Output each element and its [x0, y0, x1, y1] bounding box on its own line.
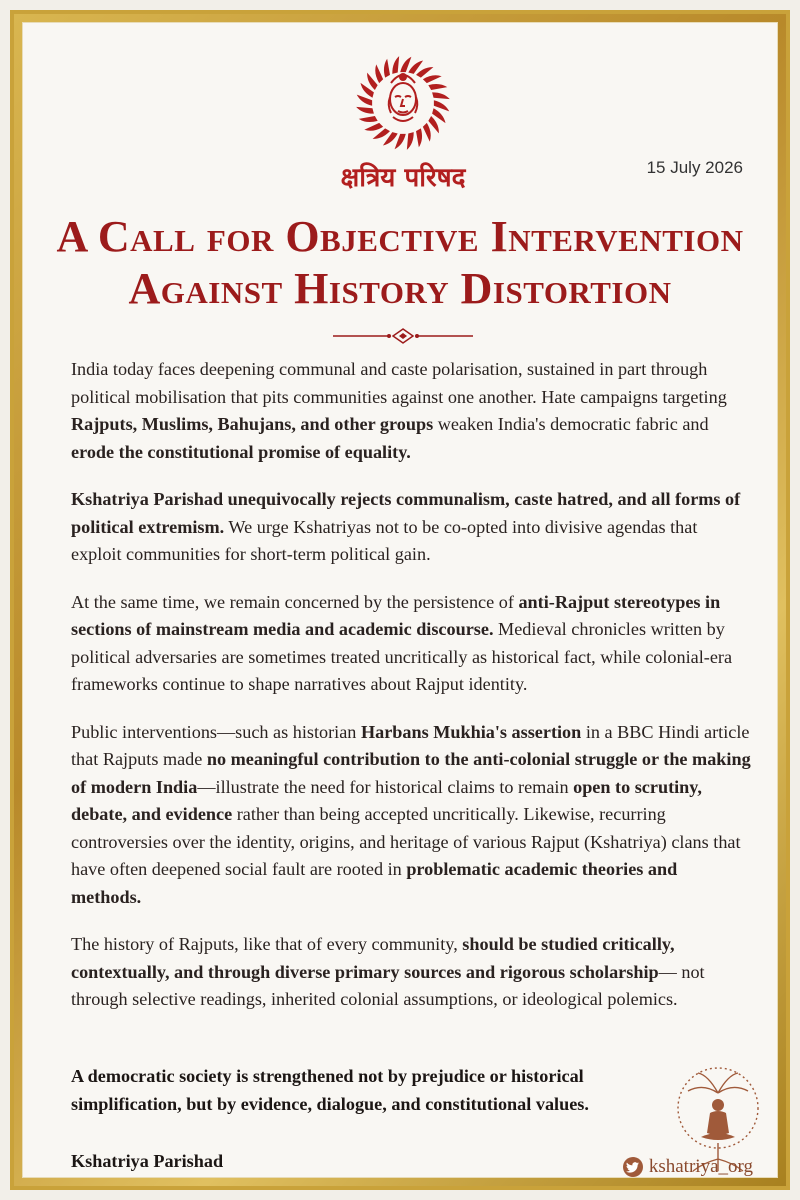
social-handle[interactable] [623, 1156, 753, 1178]
closing-statement: A democratic society is strengthened not by prejudice or historical simplification, but by evidence, dialogue, and constitutional values. [71, 1066, 589, 1114]
signature: Kshatriya Parishad [71, 1151, 224, 1171]
emphasis-text: should be studied critically, contextually, and through diverse primary sources and rigorous scholarship [71, 934, 675, 982]
emphasis-text: anti-Rajput stereotypes in sections of mainstream media and academic discourse. [71, 591, 721, 639]
emphasis-text: Rajputs, Muslims, Bahujans, and other groups [71, 414, 434, 434]
twitter-icon [623, 1157, 643, 1177]
paragraph-text: in a BBC Hindi article that Rajputs made [71, 721, 750, 769]
twitter-handle[interactable]: kshatriya_org [648, 1156, 753, 1177]
emphasis-text: erode the constitutional promise of equality. [71, 441, 411, 462]
paragraph [71, 589, 751, 699]
paragraph-text: rather than being accepted uncritically. Likewise, recurring controversies over the identity, origins, and heritage of various Rajput (Kshatriya) clans that have often deepened social fault are rooted in [71, 804, 741, 879]
emphasis-text: no meaningful contribution to the anti-colonial struggle or the making of modern India [71, 749, 751, 797]
paragraph [71, 356, 751, 466]
org-name-devanagari: क्षत्रिय परिषद [340, 163, 466, 193]
document-date: 15 July 2026 [646, 158, 743, 177]
title-line-1: A Call for Objective Intervention [56, 212, 744, 261]
emphasis-text: Harbans Mukhia's assertion [360, 721, 582, 742]
paragraph-text: We urge Kshatriyas not to be co-opted into divisive agendas that exploit communities for short-term political gain. [71, 516, 698, 564]
emphasis-text: problematic academic theories and methods. [71, 859, 678, 907]
emphasis-text: open to scrutiny, debate, and evidence [71, 776, 702, 824]
gold-frame [10, 10, 790, 1190]
paragraph [71, 931, 751, 1014]
statement-body [71, 356, 751, 1034]
paragraph-text: At the same time, we remain concerned by the persistence of [71, 591, 519, 612]
paragraph [71, 486, 751, 569]
paragraph-text: India today faces deepening communal and caste polarisation, sustained in part through political mobilisation that pits communities against one another. Hate campaigns targeting [71, 359, 727, 407]
emphasis-text: Kshatriya Parishad unequivocally rejects communalism, caste hatred, and all forms of political extremism. [71, 489, 741, 537]
paragraph-text: The history of Rajputs, like that of every community, [71, 934, 463, 954]
title-line-2: Against History Distortion [128, 264, 672, 313]
paragraph [71, 719, 751, 912]
paragraph-text: Public interventions—such as historian [71, 721, 361, 742]
divider-ornament-icon [333, 328, 473, 344]
paragraph-text: — not through selective readings, inherited colonial assumptions, or ideological polemics. [71, 961, 705, 1009]
buddha-sun-logo-icon [353, 53, 453, 153]
paragraph-text: weaken India's democratic fabric and [433, 414, 709, 434]
paragraph-text: Medieval chronicles written by political adversaries are sometimes treated uncritically as historical fact, while colonial-era frameworks continue to shape narratives about Rajput identity. [71, 619, 733, 694]
document-paper [22, 22, 778, 1178]
paragraph-text: —illustrate the need for historical claims to remain [197, 776, 574, 797]
